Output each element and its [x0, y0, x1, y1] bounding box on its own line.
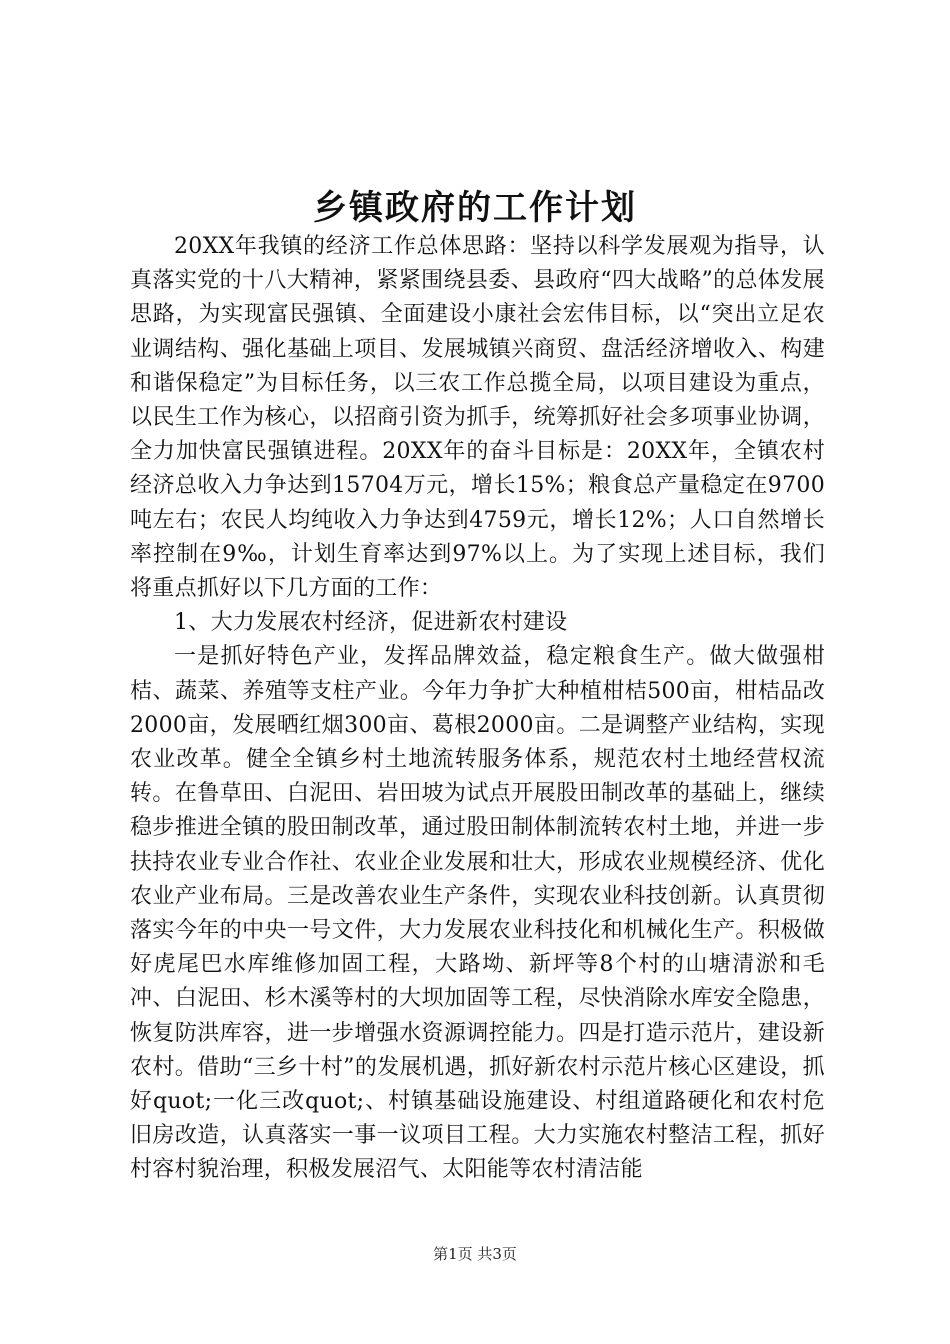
section-heading-1: 1、大力发展农村经济，促进新农村建设 — [174, 610, 568, 636]
paragraph-section-1: 一是抓好特色产业，发挥品牌效益，稳定粮食生产。做大做强柑桔、蔬菜、养殖等支柱产业。今年力争扩大种植柑桔500亩，柑桔品改2000亩，发展晒红烟300亩、葛根2000亩。二是调整产业结构，实现农业改革。健全全镇乡村土地流转服务体系，规范农村土地经营权流转。在鲁草田、白泥田、岩田坡为试点开展股田制改革的基础上，继续稳步推进全镇的股田制改革，通过股田制体制流转农村土地，并进一步扶持农业专业合作社、农业企业发展和壮大，形成农业规模经济、优化农业产业布局。三是改善农业生产条件，实现农业科技创新。认真贯彻落实今年的中央一号文件，大力发展农业科技化和机械化生产。积极做好虎尾巴水库维修加固工程，大路坳、新坪等8个村的山塘清淤和毛冲、白泥田、杉木溪等村的大坝加固等工程，尽快消除水库安全隐患，恢复防洪库容，进一步增强水资源调控能力。四是打造示范片，建设新农村。借助“三乡十村”的发展机遇，抓好新农村示范片核心区建设，抓好quot;一化三改quot;、村镇基础设施建设、村组道路硬化和农村危旧房改造，认真落实一事一议项目工程。大力实施农村整洁工程，抓好村容村貌治理，积极发展沼气、太阳能等农村清洁能 — [130, 644, 825, 1183]
paragraph-intro: 20XX年我镇的经济工作总体思路：坚持以科学发展观为指导，认真落实党的十八大精神，紧紧围绕县委、县政府“四大战略”的总体发展思路，为实现富民强镇、全面建设小康社会宏伟目标，以“突出立足农业调结构、强化基础上项目、发展城镇兴商贸、盘活经济增收入、构建和谐保稳定”为目标任务，以三农工作总揽全局，以项目建设为重点，以民生工作为核心，以招商引资为抓手，统筹抓好社会多项事业协调，全力加快富民强镇进程。20XX年的奋斗目标是：20XX年，全镇农村经济总收入力争达到15704万元，增长15%；粮食总产量稳定在9700吨左右；农民人均纯收入力争达到4759元，增长12%；人口自然增长率控制在9‰，计划生育率达到97%以上。为了实现上述目标，我们将重点抓好以下几方面的工作： — [130, 234, 825, 602]
document-body — [130, 230, 825, 1188]
document-title: 乡镇政府的工作计划 — [313, 188, 637, 228]
page-footer: 第1页 共3页 — [433, 1245, 517, 1263]
